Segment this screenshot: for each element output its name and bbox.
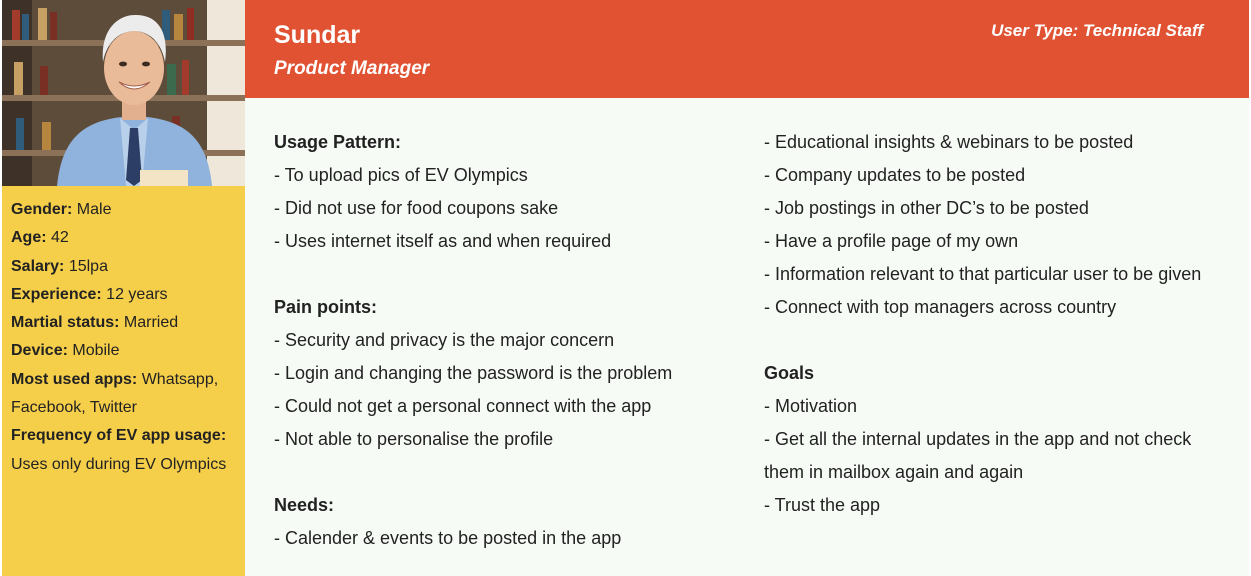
experience-value: 12 years xyxy=(106,285,168,303)
age-value: 42 xyxy=(51,229,69,247)
salary-row xyxy=(11,253,245,281)
usage-item: - Uses internet itself as and when required xyxy=(274,231,612,251)
spacer xyxy=(274,258,744,291)
apps-row xyxy=(11,366,239,423)
gender-row xyxy=(11,196,245,224)
age-label: Age: xyxy=(11,229,47,247)
needs-item: - Educational insights & webinars to be posted xyxy=(764,132,1134,152)
left-column xyxy=(274,126,744,555)
needs-item: - Calender & events to be posted in the app xyxy=(274,528,622,548)
needs-item: - Information relevant to that particular user to be given xyxy=(764,264,1202,284)
gender-value: Male xyxy=(76,201,112,218)
device-label: Device: xyxy=(11,342,68,360)
needs-item: - Company updates to be posted xyxy=(764,165,1026,185)
usage-item: - Did not use for food coupons sake xyxy=(274,198,559,218)
pain-item: - Security and privacy is the major concern xyxy=(274,330,615,350)
spacer xyxy=(274,456,744,489)
frequency-value-row xyxy=(11,451,245,479)
frequency-row xyxy=(11,422,245,450)
needs-item: - Have a profile page of my own xyxy=(764,231,1019,251)
needs-heading: Needs: xyxy=(274,495,335,515)
pain-item: - Login and changing the password is the problem xyxy=(274,363,673,383)
frequency-label: Frequency of EV app usage: xyxy=(11,427,227,445)
pain-heading: Pain points: xyxy=(274,297,377,317)
device-value: Mobile xyxy=(72,342,120,360)
salary-value: 15lpa xyxy=(68,257,108,275)
needs-item: - Job postings in other DC’s to be posted xyxy=(764,198,1089,218)
persona-photo xyxy=(2,0,245,186)
frequency-value: Uses only during EV Olympics xyxy=(11,455,227,473)
apps-value: Whatsapp, Facebook, Twitter xyxy=(11,370,219,417)
marital-label: Martial status: xyxy=(11,314,120,332)
usage-heading: Usage Pattern: xyxy=(274,132,402,152)
goals-item: - Motivation xyxy=(764,396,858,416)
goals-item: - Trust the app xyxy=(764,495,881,515)
experience-row xyxy=(11,281,245,309)
experience-label: Experience: xyxy=(11,285,102,303)
age-row xyxy=(11,224,245,252)
right-column xyxy=(764,126,1214,522)
user-type: User Type: Technical Staff xyxy=(991,21,1203,40)
persona-details xyxy=(2,186,245,576)
goals-heading: Goals xyxy=(764,363,815,383)
goals-item: - Get all the internal updates in the app and not check them in mailbox again and again xyxy=(764,429,1192,482)
gender-label: Gender: xyxy=(11,201,73,218)
portrait-illustration xyxy=(2,0,245,186)
pain-item: - Could not get a personal connect with the app xyxy=(274,396,652,416)
persona-role: Product Manager xyxy=(274,58,430,79)
needs-item: - Connect with top managers across country xyxy=(764,297,1117,317)
apps-label: Most used apps: xyxy=(11,370,138,388)
persona-name: Sundar xyxy=(274,21,361,49)
spacer xyxy=(764,324,1214,357)
marital-value: Married xyxy=(123,314,179,332)
salary-label: Salary: xyxy=(11,257,65,275)
device-row xyxy=(11,337,245,365)
pain-item: - Not able to personalise the profile xyxy=(274,429,554,449)
persona-header xyxy=(245,0,1249,98)
usage-item: - To upload pics of EV Olympics xyxy=(274,165,528,185)
persona-content xyxy=(245,98,1249,576)
marital-row xyxy=(11,309,245,337)
